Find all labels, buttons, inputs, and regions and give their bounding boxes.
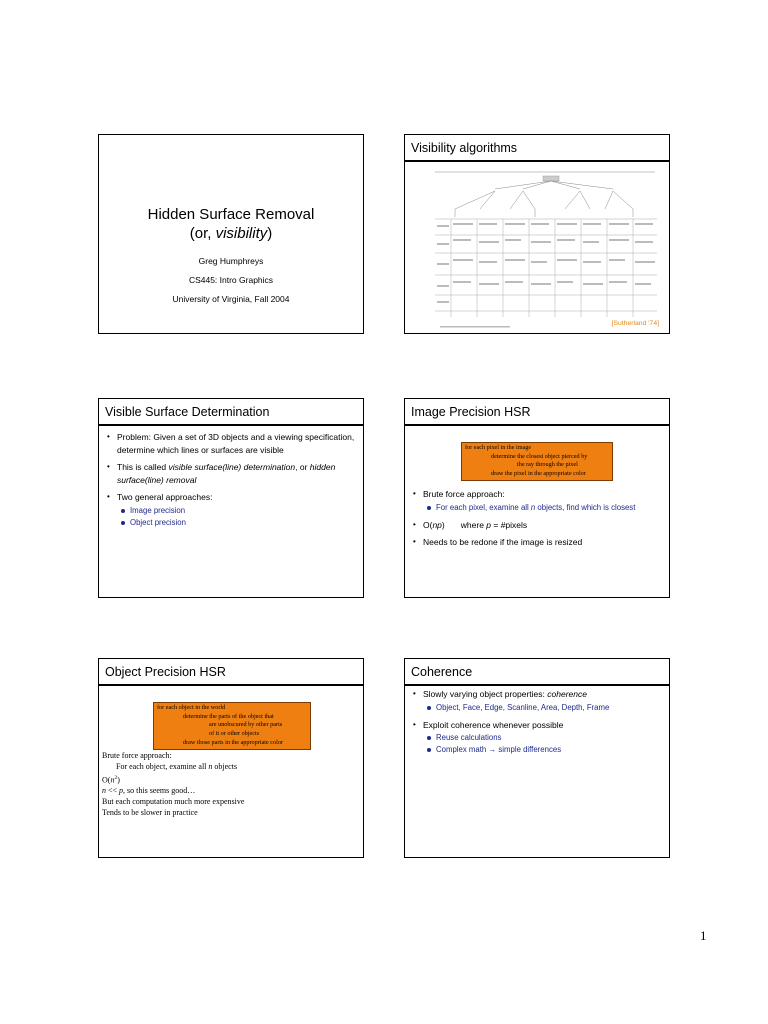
bullet-complexity [411,519,661,532]
title-divider [405,424,669,426]
bullet-list [105,431,355,534]
bullet-list [411,688,661,761]
text-line [102,762,244,773]
bullet-text: Slowly varying object properties: [423,689,548,699]
slide-image-precision-hsr [404,398,670,598]
code-line: determine the parts of the object that [183,712,274,720]
text-span: , so this seems good… [123,786,196,796]
code-line: draw those parts in the appropriate color [183,738,283,746]
sub-bullet: Object precision [117,517,355,529]
title-line-2 [99,224,363,243]
university: University of Virginia, Fall 2004 [172,294,290,304]
text-span: objects [212,761,238,771]
sub-bullet-list [423,502,661,514]
pseudocode-box [461,442,613,481]
bullet-text: Two general approaches: [117,492,213,502]
slide-visible-surface-determination [98,398,364,598]
text-superscript: 2 [114,774,118,781]
bullet-redone: • Needs to be redone if the image is resized [411,536,661,549]
slide-title: Visible Surface Determination [105,405,270,419]
bullet-text: , or [295,462,310,472]
bullet-italic: visible surface(line) determination [168,462,296,472]
text-line [102,786,244,797]
slide-visibility-algorithms [404,134,670,334]
bullet-brute-force [411,488,661,514]
code-line: of it or other objects [209,730,260,738]
bullet-text: Brute force approach: [423,489,505,499]
sub-bullet [423,502,661,514]
title-divider [99,424,363,426]
bullet-text: = #pixels [491,519,528,530]
sub-bullet: Complex math → simple differences [423,744,661,756]
sub-bullet-list [423,702,661,714]
bullet-text: ) [441,519,445,530]
slide-coherence [404,658,670,858]
sub-bullet: Reuse calculations [423,732,661,744]
text-italic: p [119,786,124,796]
bullet-italic: coherence [547,689,587,699]
pseudocode-box [153,702,311,750]
text-span: For each object, examine all [116,761,209,771]
title-line-2-prefix: (or, [189,225,216,242]
taxonomy-figure-image [405,135,670,334]
title-divider [99,684,363,686]
bullet-text: where [460,519,487,530]
text-italic: n [110,775,115,785]
title-line-2-suffix: ) [267,225,273,242]
sub-bullet-list [117,505,355,529]
bullet-text: Exploit coherence whenever possible [423,719,564,730]
title-line-2-italic: visibility [215,225,268,242]
object-precision-text [102,751,244,818]
bullet-italic: np [432,519,442,530]
sub-bullet: Object, Face, Edge, Scanline, Area, Depth, Frame [423,702,661,714]
bullet-exploit [411,719,661,757]
sub-italic: n [530,502,536,512]
slide-title-page [98,134,364,334]
title-info [99,252,363,309]
bullet-list [411,488,661,554]
bullet-text: O( [423,519,433,530]
page-number: 1 [700,928,707,943]
text-italic: n [208,761,213,771]
bullet-called [105,461,355,486]
bullet-italic: hidden surface(line) removal [117,462,336,485]
citation: [Sutherland '74] [611,320,659,327]
code-line: for each object in the world [157,704,226,711]
slide-title: Visibility algorithms [411,141,518,155]
slide-title: Image Precision HSR [411,405,531,419]
text-span: ) [117,775,120,785]
bullet-coherence [411,688,661,714]
text-line: But each computation much more expensive [102,796,245,806]
text-line [102,773,244,786]
text-italic: n [102,786,106,796]
code-line: determine the closest object pierced by [491,452,588,460]
code-line: the ray through the pixel [517,461,578,469]
bullet-italic: p [486,519,492,530]
code-line: for each pixel in the image [465,444,532,451]
code-line: are unobscured by other parts [209,721,283,729]
sub-text: For each pixel, examine all [436,502,531,512]
title-line-1: Hidden Surface Removal [147,206,315,223]
sub-bullet: Image precision [117,505,355,517]
code-line: draw the pixel in the appropriate color [491,470,586,478]
course: CS445: Intro Graphics [188,275,274,285]
sub-bullet-list [423,732,661,756]
bullet-approaches [105,491,355,529]
text-span: O( [102,775,111,785]
slide-object-precision-hsr [98,658,364,858]
text-span: << [106,786,120,796]
text-line: Brute force approach: [102,751,172,760]
bullet-problem: • Problem: Given a set of 3D objects and a viewing specification, determine which lines or surfaces are visible [105,431,355,456]
slide-title: Coherence [411,665,473,679]
sub-text: objects, find which is closest [535,502,636,512]
author: Greg Humphreys [198,256,264,266]
title-divider [405,684,669,686]
bullet-text: This is called [117,462,169,472]
slide-title: Object Precision HSR [105,665,226,679]
text-line: Tends to be slower in practice [102,807,198,817]
slide-main-title [99,205,363,243]
